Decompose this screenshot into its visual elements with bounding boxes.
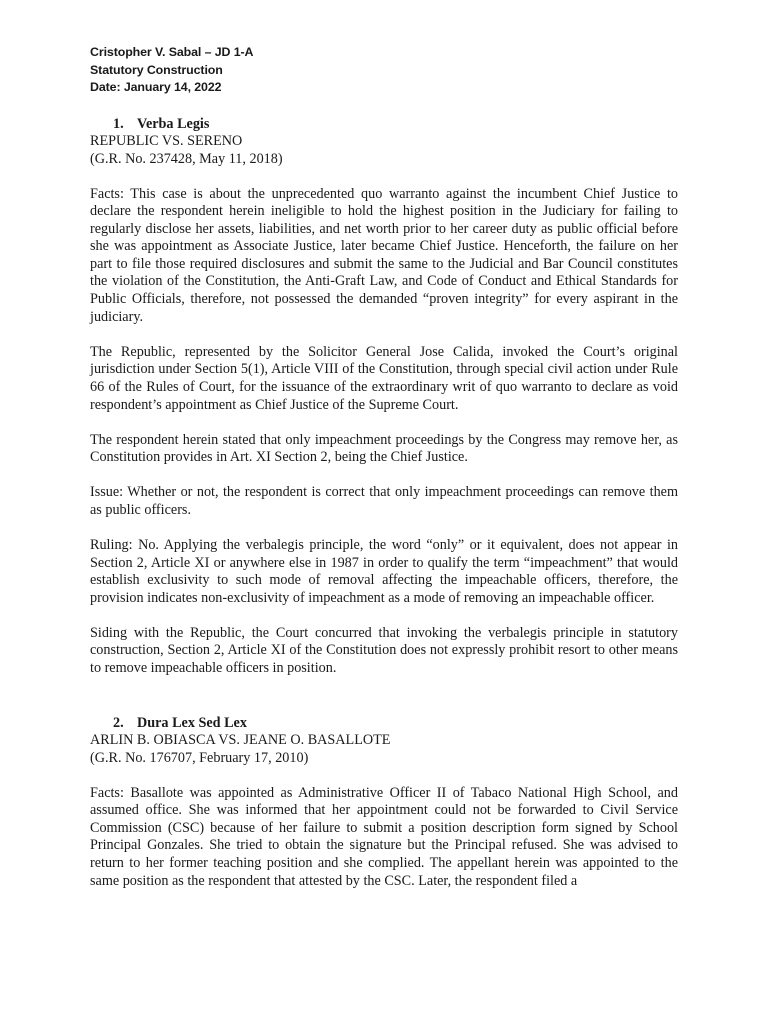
- course-line: Statutory Construction: [90, 62, 223, 77]
- date-line: Date: January 14, 2022: [90, 80, 222, 94]
- case-citation: (G.R. No. 237428, May 11, 2018): [90, 150, 283, 167]
- section-number: 1.: [113, 115, 124, 132]
- case-section-1: [90, 116, 678, 678]
- section-heading: [90, 715, 678, 733]
- body-paragraph: Siding with the Republic, the Court concurred that invoking the verbalegis principle in statutory construction, Section 2, Article XI of the Constitution does not expressly prohibit resort to other means to remove impeachable officers in position.: [90, 624, 678, 677]
- body-paragraph: The Republic, represented by the Solicitor General Jose Calida, invoked the Court’s original jurisdiction under Section 5(1), Article VIII of the Constitution, through special civil action under Rule 66 of the Rules of Court, for the issuance of the extraordinary writ of quo warranto to declare as void respondent’s appointment as Chief Justice of the Supreme Court.: [90, 343, 678, 413]
- section-number: 2.: [113, 714, 124, 731]
- author-line: Cristopher V. Sabal – JD 1-A: [90, 45, 254, 59]
- case-section-2: [90, 715, 678, 891]
- issue-paragraph: Issue: Whether or not, the respondent is correct that only impeachment proceedings can remove them as public officers.: [90, 484, 678, 518]
- document-header: [90, 44, 678, 97]
- case-name: REPUBLIC VS. SERENO: [90, 133, 243, 149]
- case-citation: (G.R. No. 176707, February 17, 2010): [90, 749, 309, 766]
- section-title: Verba Legis: [137, 115, 210, 132]
- body-paragraph: The respondent herein stated that only impeachment proceedings by the Congress may remove her, as Constitution provides in Art. XI Section 2, being the Chief Justice.: [90, 431, 678, 466]
- case-name: ARLIN B. OBIASCA VS. JEANE O. BASALLOTE: [90, 732, 391, 749]
- facts-paragraph: Facts: This case is about the unprecedented quo warranto against the incumbent Chief Justice to declare the respondent herein ineligible to hold the highest position in the Judiciary for failing to regularly disclose her assets, liabilities, and net worth prior to her career duty as public official before she was appointment as Associate Justice, later became Chief Justice. Henceforth, the failure on her part to file those required disclosures and submit the same to the Judicial and Bar Council constitutes the violation of the Constitution, the Anti-Graft Law, and Code of Conduct and Ethical Standards for Public Officials, therefore, not possessed the demanded “proven integrity” for every aspirant in the judiciary.: [90, 185, 678, 325]
- facts-paragraph: Facts: Basallote was appointed as Administrative Officer II of Tabaco National High School, and assumed office. She was informed that her appointment could not be forwarded to Civil Service Commission (CSC) because of her failure to submit a position description form signed by School Principal Gonzales. She tried to obtain the signature but the Principal refused. She was advised to return to her former teaching position and she complied. The appellant herein was appointed to the same position as the respondent that attested by the CSC. Later, the respondent filed a: [90, 784, 678, 889]
- ruling-paragraph: Ruling: No. Applying the verbalegis principle, the word “only” or it equivalent, does not appear in Section 2, Article XI or anywhere else in 1987 in order to qualify the term “impeachment” that would establish exclusivity to such mode of removal affecting the impeachable officers, therefore, the provision indicates non-exclusivity of impeachment as a mode of removing an impeachable officer.: [90, 537, 678, 606]
- section-title: Dura Lex Sed Lex: [137, 714, 247, 731]
- section-heading: [90, 116, 678, 134]
